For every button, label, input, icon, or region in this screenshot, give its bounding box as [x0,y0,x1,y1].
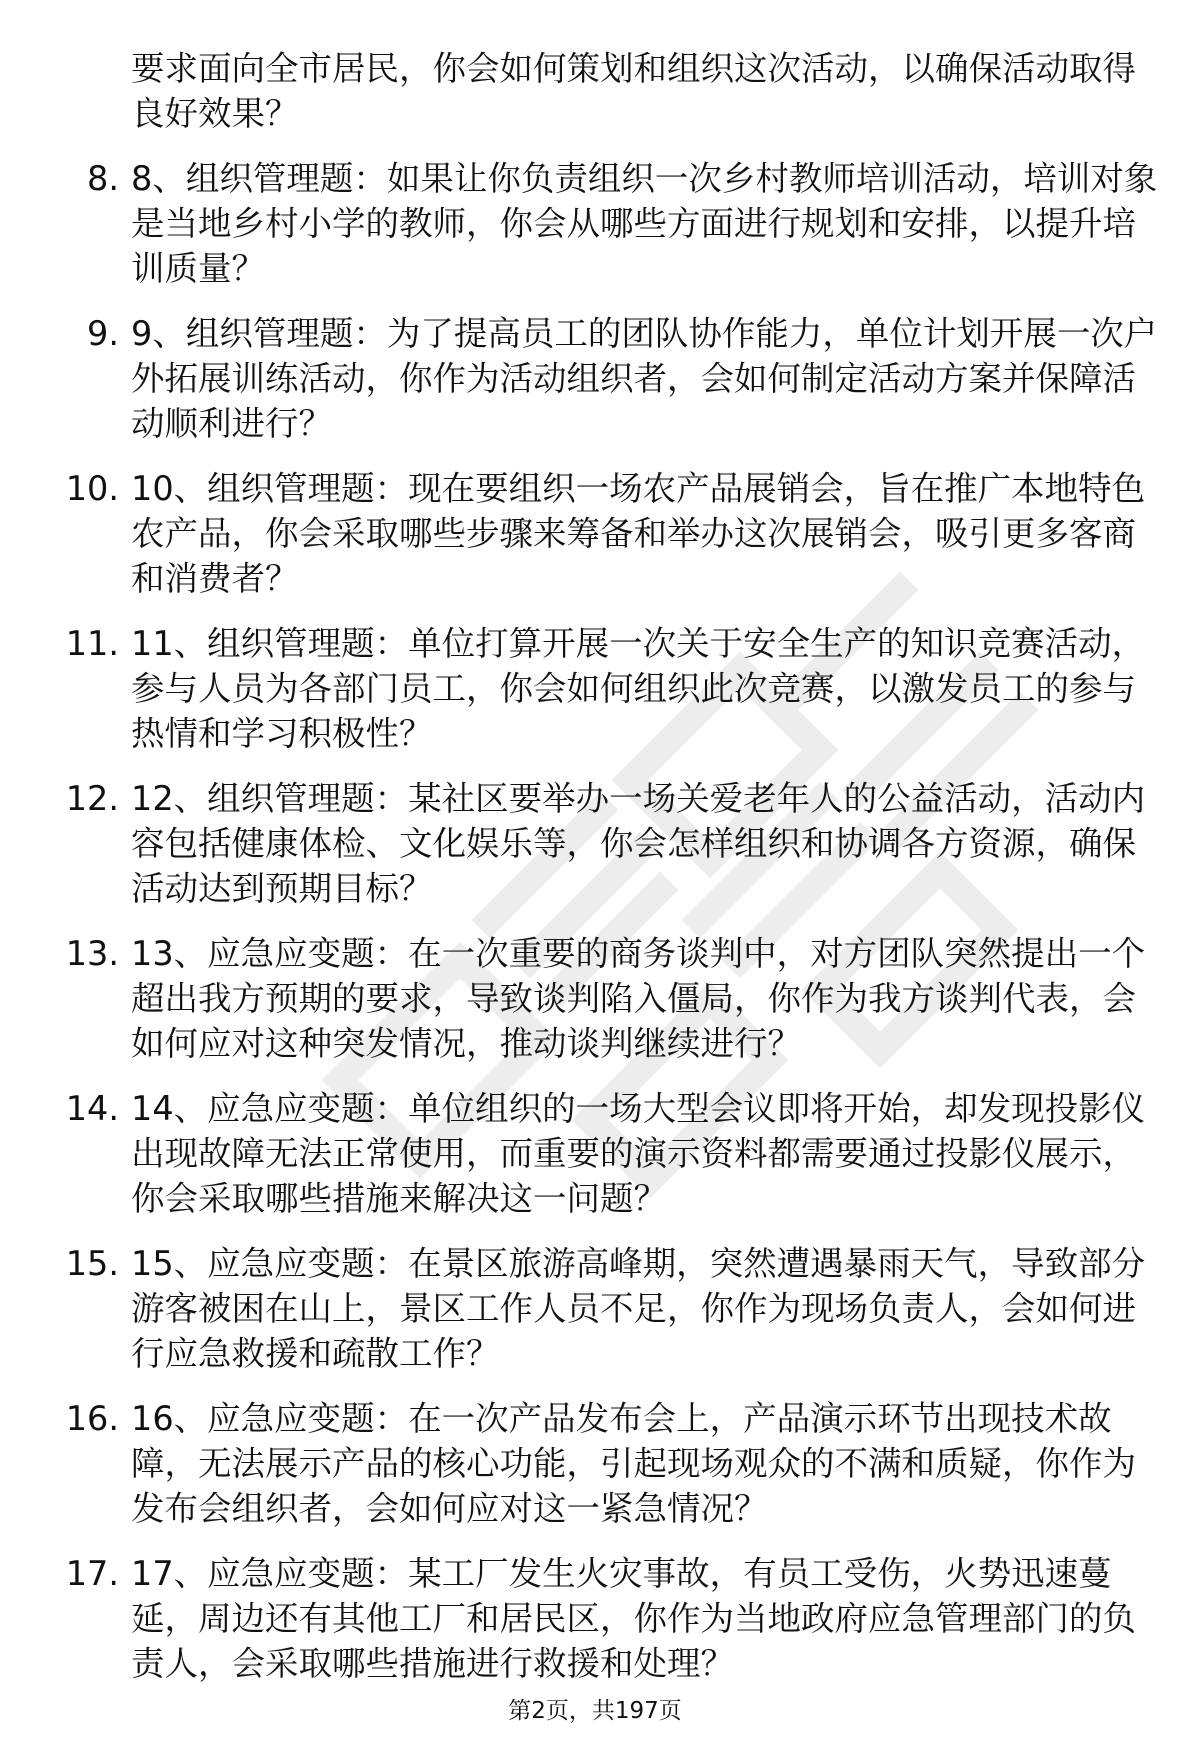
question-number: 8. [87,159,119,198]
question-number: 16. [65,1399,119,1438]
question-number: 13. [65,934,119,973]
continuation-text: 要求面向全市居民，你会如何策划和组织这次活动，以确保活动取得良好效果？ [131,49,1136,133]
question-item [65,1551,1161,1686]
question-number: 12. [65,779,119,818]
question-item [65,621,1161,756]
question-item [87,156,1161,291]
page-number-label: 第2页，共197页 [508,1698,682,1724]
question-text: 9、组织管理题：为了提高员工的团队协作能力，单位计划开展一次户外拓展训练活动，你作为活动组织者，会如何制定活动方案并保障活动顺利进行？ [131,314,1158,443]
question-item [65,931,1161,1066]
question-text: 11、组织管理题：单位打算开展一次关于安全生产的知识竞赛活动，参与人员为各部门员工，你会如何组织此次竞赛，以激发员工的参与热情和学习积极性？ [131,624,1146,753]
question-text: 15、应急应变题：在景区旅游高峰期，突然遭遇暴雨天气，导致部分游客被困在山上，景区工作人员不足，你作为现场负责人，会如何进行应急救援和疏散工作？ [131,1244,1146,1373]
question-text: 10、组织管理题：现在要组织一场农产品展销会，旨在推广本地特色农产品，你会采取哪些步骤来筹备和举办这次展销会，吸引更多客商和消费者？ [131,469,1146,598]
page-footer [0,1696,1190,1726]
question-item [65,1241,1161,1376]
question-text: 14、应急应变题：单位组织的一场大型会议即将开始，却发现投影仪出现故障无法正常使用，而重要的演示资料都需要通过投影仪展示，你会采取哪些措施来解决这一问题？ [131,1089,1146,1218]
question-number: 11. [65,624,119,663]
question-item [65,1396,1161,1531]
question-text: 8、组织管理题：如果让你负责组织一次乡村教师培训活动，培训对象是当地乡村小学的教师，你会从哪些方面进行规划和安排，以提升培训质量？ [131,159,1158,288]
question-item [65,1086,1161,1221]
question-text: 13、应急应变题：在一次重要的商务谈判中，对方团队突然提出一个超出我方预期的要求，导致谈判陷入僵局，你作为我方谈判代表，会如何应对这种突发情况，推动谈判继续进行？ [131,934,1146,1063]
question-list [65,156,1161,1686]
question-number: 17. [65,1554,119,1593]
question-number: 9. [87,314,119,353]
question-text: 16、应急应变题：在一次产品发布会上，产品演示环节出现技术故障，无法展示产品的核心功能，引起现场观众的不满和质疑，你作为发布会组织者，会如何应对这一紧急情况？ [131,1399,1136,1528]
question-number: 14. [65,1089,119,1128]
question-item [65,466,1161,601]
question-number: 15. [65,1244,119,1283]
question-text: 12、组织管理题：某社区要举办一场关爱老年人的公益活动，活动内容包括健康体检、文化娱乐等，你会怎样组织和协调各方资源，确保活动达到预期目标？ [131,779,1146,908]
question-item [65,776,1161,911]
question-item [87,311,1161,446]
question-number: 10. [65,469,119,508]
question-content [65,46,1161,1706]
question-text: 17、应急应变题：某工厂发生火灾事故，有员工受伤，火势迅速蔓延，周边还有其他工厂和居民区，你作为当地政府应急管理部门的负责人，会采取哪些措施进行救援和处理？ [131,1554,1136,1683]
